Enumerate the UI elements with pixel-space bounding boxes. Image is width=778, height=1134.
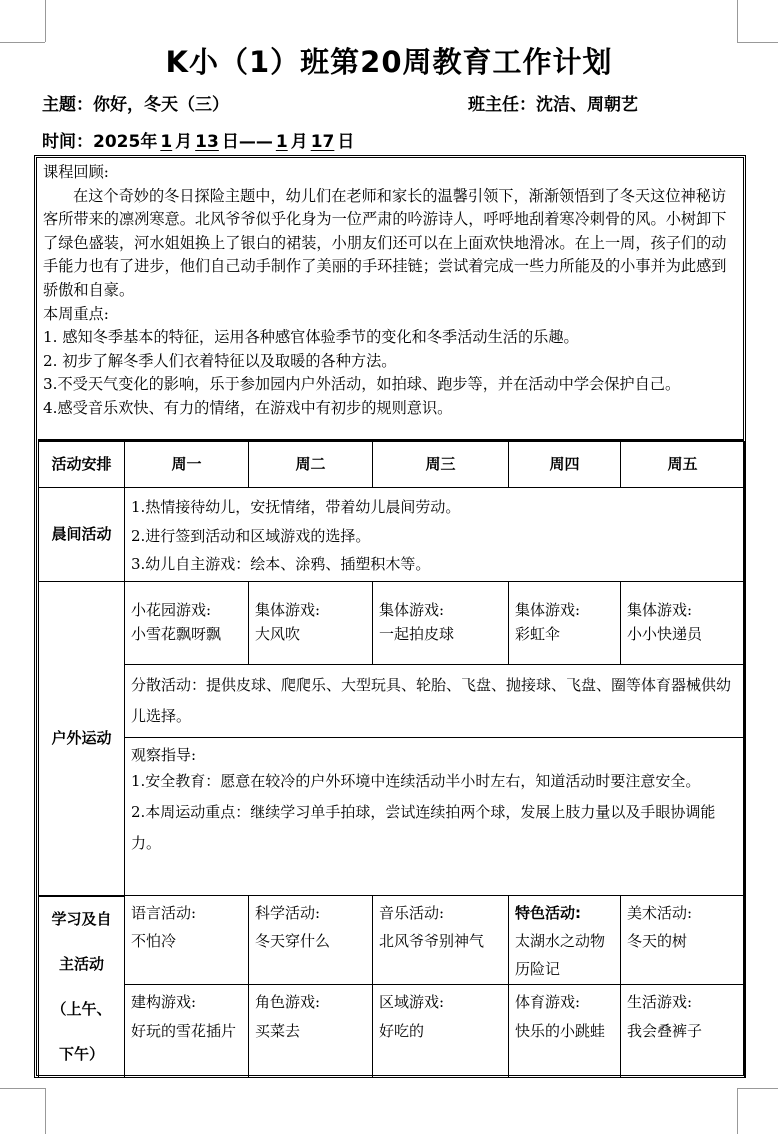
activity-type: 体育游戏: <box>515 992 581 1011</box>
game-name: 大风吹 <box>255 625 301 643</box>
activity-name: 冬天穿什么 <box>255 932 331 950</box>
end-day: 17 <box>310 132 335 152</box>
month-unit-2: 月 <box>290 132 308 152</box>
outdoor-game-cell <box>125 582 249 665</box>
teacher-label: 班主任： <box>468 95 536 115</box>
crop-mark <box>0 1088 45 1089</box>
review-label: 课程回顾: <box>43 163 109 181</box>
scatter-text: 分散活动：提供皮球、爬爬乐、大型玩具、轮胎、飞盘、抛接球、飞盘、圈等体育器械供幼儿选择。 <box>125 665 745 738</box>
header-cell: 周三 <box>373 442 509 488</box>
study-label-line: 下午） <box>58 1044 104 1063</box>
activity-type: 生活游戏: <box>627 992 693 1011</box>
game-name: 一起拍皮球 <box>379 625 455 643</box>
crop-mark <box>737 1088 738 1134</box>
activity-name: 太湖水之动物历险记 <box>515 932 606 978</box>
page-title: K小（1）班第20周教育工作计划 <box>165 45 613 79</box>
study-cell <box>621 984 745 1077</box>
theme-label: 主题： <box>42 95 93 115</box>
day-unit-2: 日 <box>337 132 355 152</box>
activity-name: 快乐的小跳蛙 <box>515 1021 606 1040</box>
teacher-line <box>468 90 638 115</box>
game-type: 集体游戏: <box>379 601 445 619</box>
game-type: 集体游戏: <box>515 601 581 619</box>
activity-name: 不怕冷 <box>131 932 177 950</box>
outdoor-label: 户外运动 <box>39 582 125 896</box>
study-cell <box>249 896 373 985</box>
theme-line <box>42 90 229 115</box>
game-name: 彩虹伞 <box>515 625 561 643</box>
start-day: 13 <box>195 132 219 152</box>
guide-line: 1.安全教育：愿意在较冷的户外环境中连续活动半小时左右，知道活动时要注意安全。 <box>131 771 701 790</box>
start-month: 1 <box>160 132 173 152</box>
end-month: 1 <box>275 132 288 152</box>
morning-line: 1.热情接待幼儿，安抚情绪，带着幼儿晨间劳动。 <box>131 498 461 516</box>
activity-name: 买菜去 <box>255 1021 301 1040</box>
outdoor-game-cell <box>621 582 745 665</box>
game-type: 集体游戏: <box>627 601 693 619</box>
activity-type: 美术活动: <box>627 904 693 922</box>
focus-label: 本周重点: <box>43 304 109 323</box>
header-cell: 周五 <box>621 442 745 488</box>
morning-content <box>125 488 745 582</box>
focus-item: 1. 感知冬季基本的特征，运用各种感官体验季节的变化和冬季活动生活的乐趣。 <box>43 328 579 347</box>
study-cell <box>509 984 621 1077</box>
crop-mark <box>45 0 46 42</box>
outdoor-games-row <box>39 582 745 665</box>
guide-line: 2.本周运动重点：继续学习单手拍球，尝试连续拍两个球，发展上肢力量以及手眼协调能力。 <box>131 802 716 852</box>
morning-line: 2.进行签到活动和区域游戏的选择。 <box>131 526 371 545</box>
study-cell <box>621 896 745 985</box>
header-cell: 活动安排 <box>39 442 125 488</box>
focus-item: 3.不受天气变化的影响，乐于参加园内户外活动，如拍球、跑步等，并在活动中学会保护自己。 <box>43 375 681 394</box>
activity-type: 建构游戏: <box>131 992 197 1011</box>
study-cell <box>125 896 249 985</box>
study-cell <box>373 896 509 985</box>
activity-type: 特色活动: <box>515 904 581 922</box>
game-type: 小花园游戏: <box>131 601 212 619</box>
study-label <box>39 896 125 1078</box>
study-cell <box>125 984 249 1077</box>
study-label-line: 主活动 <box>58 954 104 973</box>
game-name: 小雪花飘呀飘 <box>131 625 222 643</box>
day-unit: 日 <box>221 132 239 152</box>
activity-type: 语言活动: <box>131 904 197 922</box>
study-cell <box>249 984 373 1077</box>
game-name: 小小快递员 <box>627 625 703 643</box>
schedule-table <box>38 441 745 1078</box>
outdoor-game-cell <box>373 582 509 665</box>
time-line <box>42 127 354 152</box>
month-unit: 月 <box>175 132 193 152</box>
guide-content <box>125 738 745 896</box>
activity-type: 科学活动: <box>255 904 321 922</box>
study-label-line: （上午、 <box>51 999 112 1018</box>
header-cell: 周四 <box>509 442 621 488</box>
header-cell: 周一 <box>125 442 249 488</box>
outdoor-game-cell <box>509 582 621 665</box>
morning-label: 晨间活动 <box>39 488 125 582</box>
theme-value: 你好，冬天（三） <box>93 95 229 115</box>
teacher-names: 沈洁、周朝艺 <box>536 95 638 115</box>
crop-mark <box>737 0 738 42</box>
crop-mark <box>45 1088 46 1134</box>
activity-name: 好吃的 <box>379 1021 425 1040</box>
header-cell: 周二 <box>249 442 373 488</box>
game-type: 集体游戏: <box>255 601 321 619</box>
activity-name: 冬天的树 <box>627 932 688 950</box>
focus-item: 2. 初步了解冬季人们衣着特征以及取暖的各种方法。 <box>43 351 397 370</box>
activity-type: 音乐活动: <box>379 904 445 922</box>
date-dash: —— <box>238 132 273 152</box>
review-section <box>38 159 744 441</box>
table-header-row <box>39 442 745 488</box>
study-cell <box>509 896 621 985</box>
activity-type: 角色游戏: <box>255 992 321 1011</box>
activity-name: 我会叠裤子 <box>627 1021 703 1040</box>
year-unit: 年 <box>140 132 158 152</box>
outdoor-scatter-row <box>39 665 745 738</box>
activity-name: 北风爷爷别神气 <box>379 932 485 950</box>
study-label-line: 学习及自 <box>51 909 112 928</box>
guide-label: 观察指导: <box>131 746 197 764</box>
focus-item: 4.感受音乐欢快、有力的情绪，在游戏中有初步的规则意识。 <box>43 398 453 417</box>
activity-type: 区域游戏: <box>379 992 445 1011</box>
activity-name: 好玩的雪花插片 <box>131 1021 237 1040</box>
study-row-2 <box>39 984 745 1077</box>
outdoor-guide-row <box>39 738 745 896</box>
morning-line: 3.幼儿自主游戏：绘本、涂鸦、插塑积木等。 <box>131 555 431 573</box>
review-text: 在这个奇妙的冬日探险主题中，幼儿们在老师和家长的温馨引领下，渐渐领悟到了冬天这位神秘访客所带来的凛冽寒意。北风爷爷似乎化身为一位严肃的吟游诗人，呼呼地刮着寒冷刺骨的风。小树卸下了绿色盛装，河水姐姐换上了银白的裙装，小朋友们还可以在上面欢快地滑冰。在上一周，孩子们的动手能力也有了进步，他们自己动手制作了美丽的手环挂链；尝试着完成一些力所能及的小事并为此感到骄傲和自豪。 <box>43 186 727 299</box>
study-row-1 <box>39 896 745 985</box>
crop-mark <box>737 1088 778 1089</box>
outdoor-game-cell <box>249 582 373 665</box>
morning-row <box>39 488 745 582</box>
time-label: 时间： <box>42 132 93 152</box>
year: 2025 <box>93 132 141 152</box>
study-cell <box>373 984 509 1077</box>
